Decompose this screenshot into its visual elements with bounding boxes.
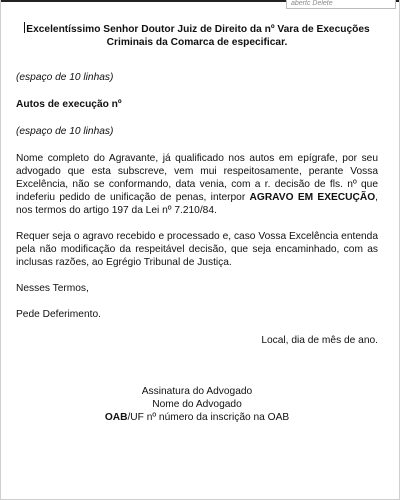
corner-tag: abertc Delete <box>286 0 396 9</box>
signature-block <box>16 385 378 424</box>
paragraph-petition <box>16 152 378 217</box>
document-heading[interactable] <box>16 22 378 49</box>
paragraph-petition-text: Nome completo do Agravante, já qualificado nos autos em epígrafe, por seu advogado que esta subscreve, vem mui respeitosamente, perante Vossa Excelência, não se conformando, data venia, com a r. decisão de fls. nº que indeferiu pedido de unificação de penas, interpor <box>16 153 378 203</box>
signature-line: Assinatura do Advogado <box>141 386 253 397</box>
lawyer-name-line: Nome do Advogado <box>152 399 242 410</box>
oab-label: OAB <box>104 412 128 423</box>
paragraph-petition-emphasis: AGRAVO EM EXECUÇÃO <box>249 192 376 203</box>
paragraph-petition-end: , nos termos do artigo 197 da Lei nº 7.210/84. <box>16 192 378 216</box>
spacing-note-1: (espaço de 10 linhas) <box>16 72 114 83</box>
autos-line: Autos de execução nº <box>16 99 122 110</box>
paragraph-request: Requer seja o agravo recebido e processado e, caso Vossa Excelência entenda pela não modificação da respeitável decisão, que seja encaminhado, com as inclusas razões, ao Egrégio Tribunal de Justiça. <box>16 231 378 268</box>
closing-request: Pede Deferimento. <box>16 309 101 320</box>
oab-line <box>16 411 378 424</box>
oab-detail: /UF nº número da inscrição na OAB <box>127 412 290 423</box>
spacing-note-2: (espaço de 10 linhas) <box>16 126 114 137</box>
document-heading-text: Excelentíssimo Senhor Doutor Juiz de Direito da nº Vara de Execuções Criminais da Comarca de especificar. <box>26 24 370 48</box>
document-body <box>16 22 378 424</box>
page-left-border <box>0 0 1 500</box>
closing-terms: Nesses Termos, <box>16 283 89 294</box>
place-date-line: Local, dia de mês de ano. <box>261 335 378 346</box>
